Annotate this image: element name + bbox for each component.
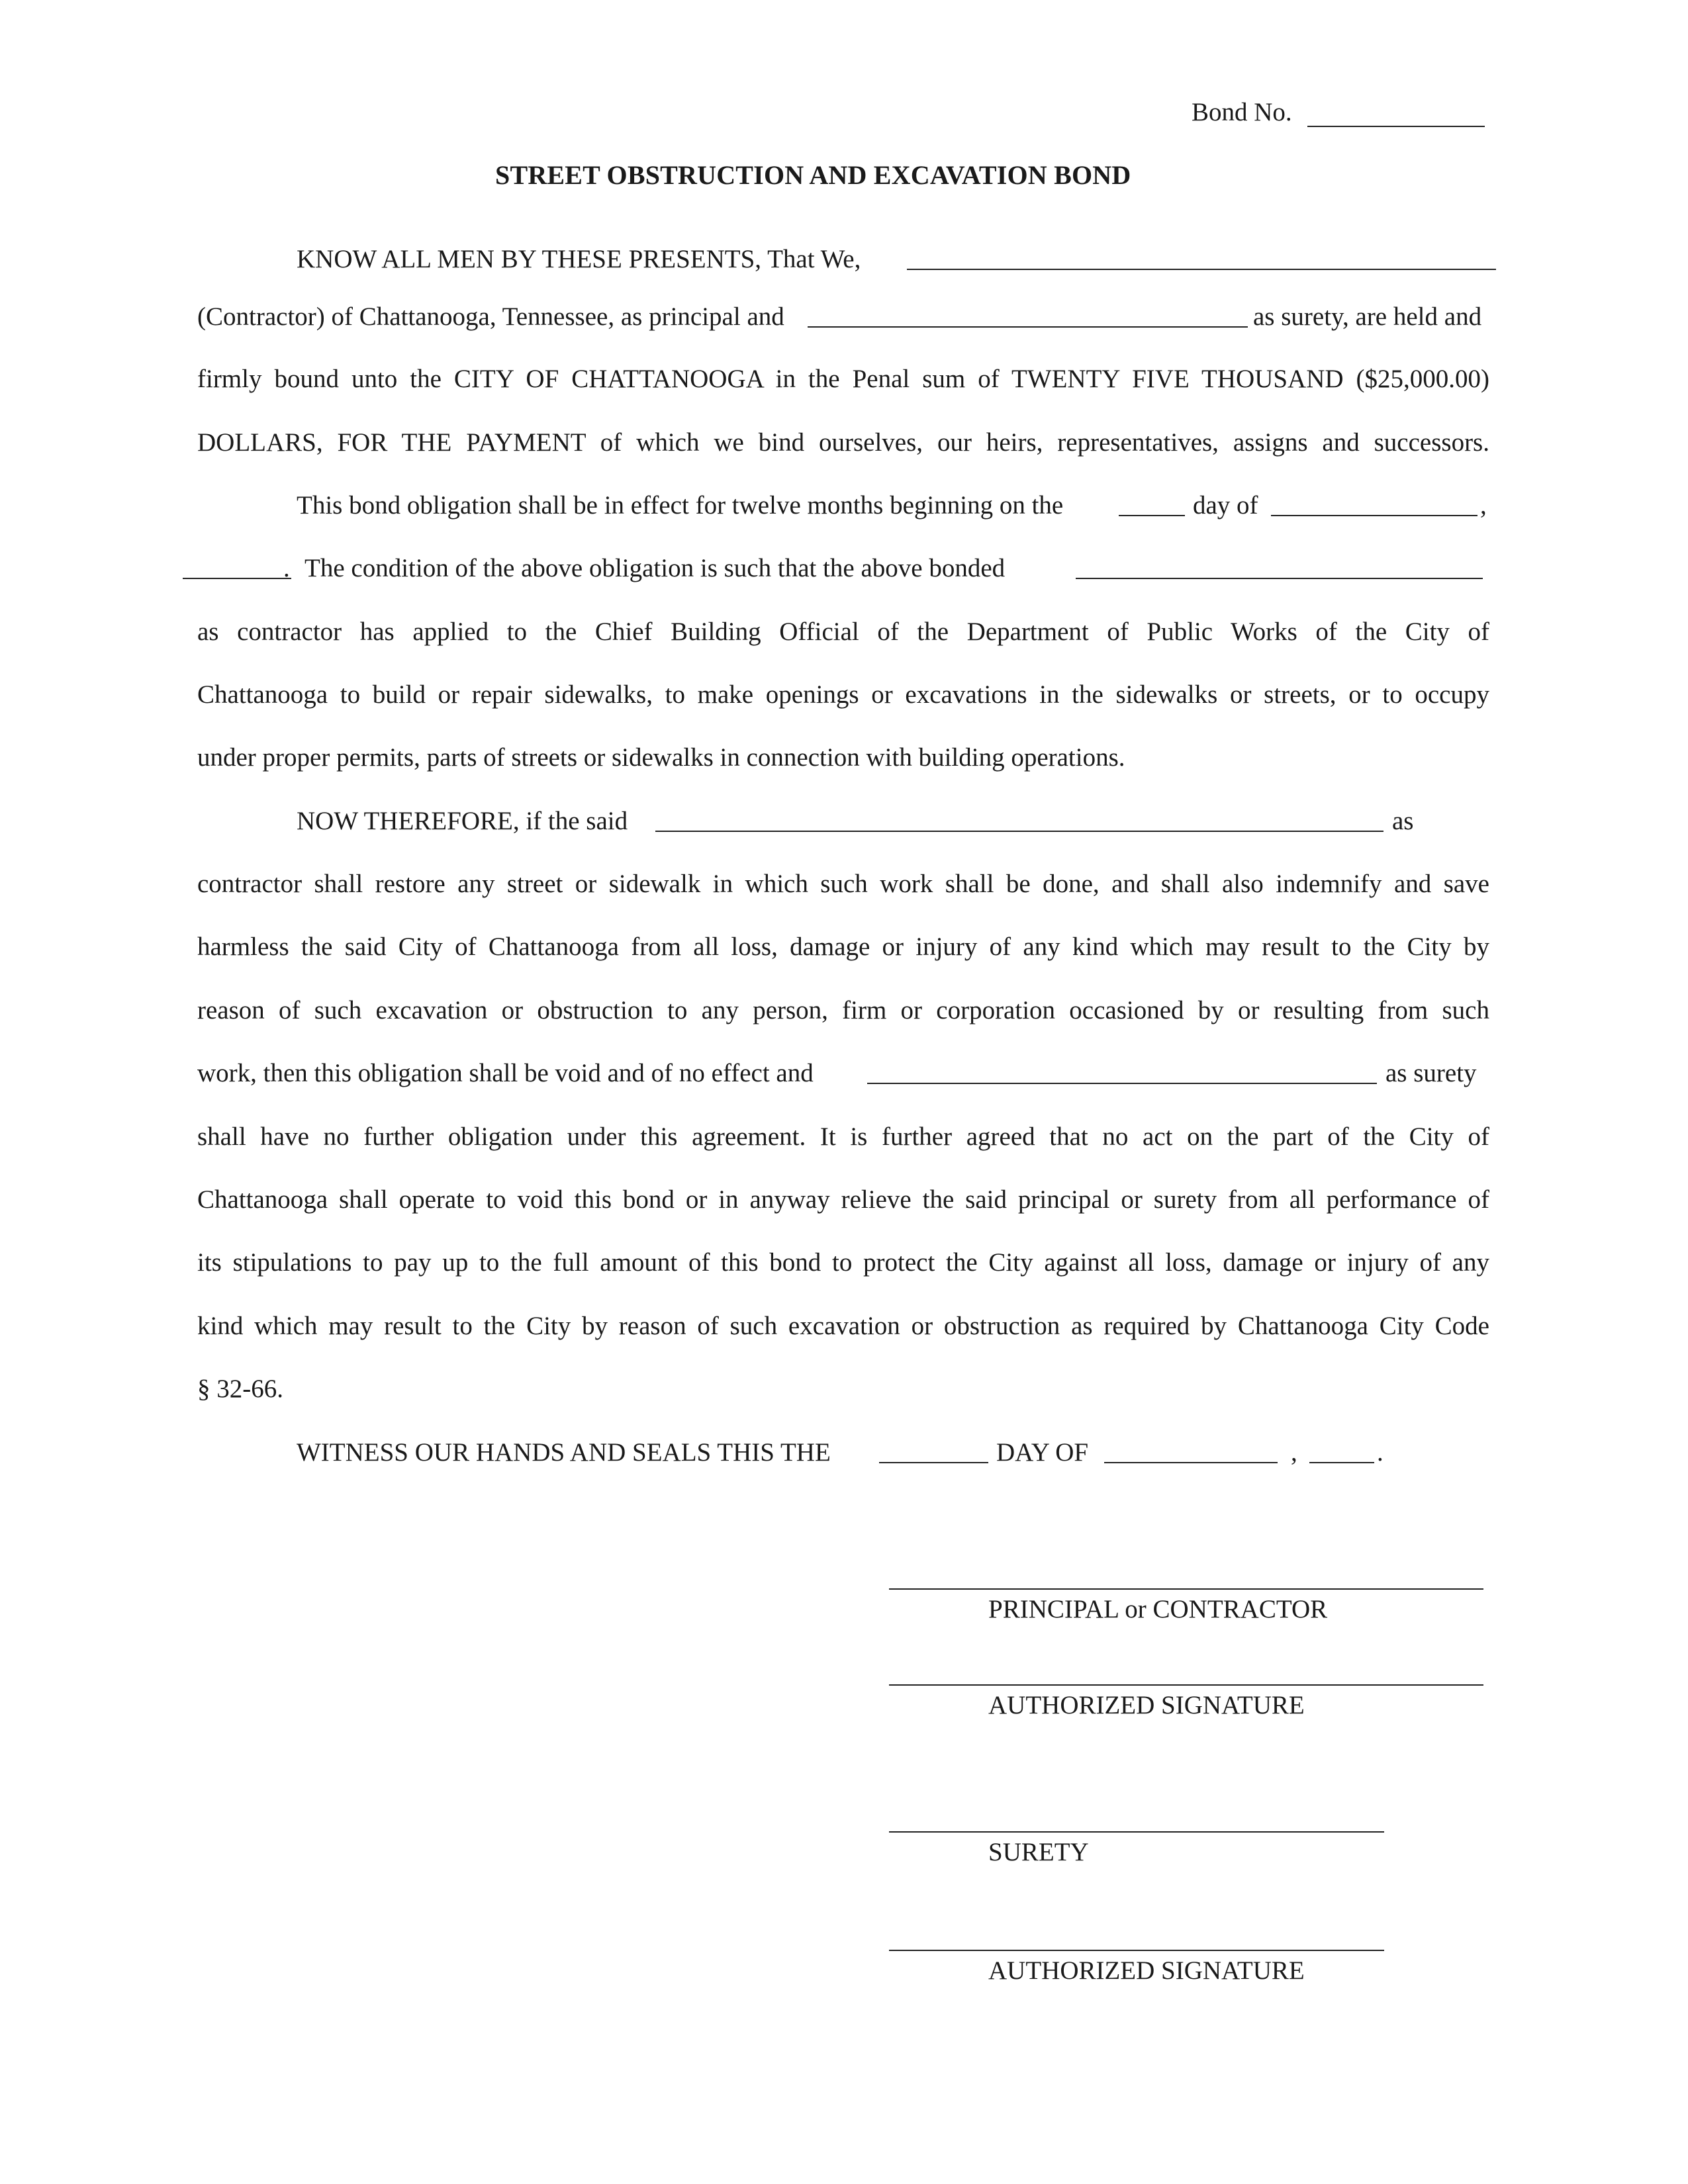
p2-line3: as contractor has applied to the Chief Building Official of the Department of Public Works of the City of [197,617,1489,646]
p1-line2b: as surety, are held and [1253,302,1482,331]
p1-line2a: (Contractor) of Chattanooga, Tennessee, as principal and [197,302,784,331]
p3-line5a: work, then this obligation shall be void and of no effect and [197,1059,814,1087]
start-month-field[interactable] [1271,515,1477,516]
p2-line4: Chattanooga to build or repair sidewalks, to make openings or excavations in the sidewalks or streets, or to occupy [197,680,1489,709]
p3-line5b: as surety [1385,1059,1477,1087]
p3-line4: reason of such excavation or obstruction to any person, firm or corporation occasioned by or resulting from such [197,996,1489,1024]
principal-label: PRINCIPAL or CONTRACTOR [988,1595,1328,1623]
start-day-field[interactable] [1119,515,1185,516]
p3-line7: Chattanooga shall operate to void this bond or in anyway relieve the said principal or surety from all performance of [197,1185,1489,1214]
bonded-contractor-field[interactable] [1076,578,1483,579]
p1-line1: KNOW ALL MEN BY THESE PRESENTS, That We, [297,245,861,273]
p2-line1a: This bond obligation shall be in effect for twelve months beginning on the [297,491,1064,520]
p3-line1b: as [1392,807,1414,835]
p2-line1b: day of [1193,491,1258,520]
p1-line3: firmly bound unto the CITY OF CHATTANOOGA in the Penal sum of TWENTY FIVE THOUSAND ($25,000.00) [197,365,1489,393]
authorized-signature-line-1[interactable] [889,1684,1483,1686]
bond-number-label: Bond No. [1192,98,1292,126]
p3-line3: harmless the said City of Chattanooga from all loss, damage or injury of any kind which may result to the City by [197,933,1489,961]
witness-period: . [1377,1438,1383,1467]
p3-line10: § 32-66. [197,1375,283,1403]
contractor-name-field[interactable] [907,269,1496,270]
p2-line2a: . [283,554,290,582]
witness-year-field[interactable] [1309,1462,1374,1463]
p3-line1a: NOW THEREFORE, if the said [297,807,628,835]
principal-signature-line[interactable] [889,1588,1483,1590]
p3-line2: contractor shall restore any street or sidewalk in which such work shall be done, and shall also indemnify and save [197,870,1489,898]
p2-line5: under proper permits, parts of streets or sidewalks in connection with building operations. [197,743,1125,772]
said-contractor-field[interactable] [655,831,1383,832]
start-year-field[interactable] [183,578,291,579]
authorized-signature-label-1: AUTHORIZED SIGNATURE [988,1691,1305,1719]
surety-signature-line[interactable] [889,1831,1384,1833]
surety-label: SURETY [988,1838,1089,1866]
bond-number-field[interactable] [1307,126,1485,127]
p1-line4: DOLLARS, FOR THE PAYMENT of which we bind ourselves, our heirs, representatives, assigns and successors. [197,428,1489,457]
p3-line9: kind which may result to the City by reason of such excavation or obstruction as required by Chattanooga City Code [197,1312,1489,1340]
witness-day-of: DAY OF [996,1438,1089,1467]
witness-text: WITNESS OUR HANDS AND SEALS THIS THE [297,1438,831,1467]
p2-line1c: , [1480,491,1487,520]
authorized-signature-label-2: AUTHORIZED SIGNATURE [988,1956,1305,1985]
witness-comma: , [1291,1438,1297,1467]
document-title: STREET OBSTRUCTION AND EXCAVATION BOND [495,160,1131,190]
witness-day-field[interactable] [879,1462,988,1463]
p3-line6: shall have no further obligation under this agreement. It is further agreed that no act on the part of the City of [197,1122,1489,1151]
p2-line2b: The condition of the above obligation is such that the above bonded [305,554,1006,582]
witness-month-field[interactable] [1104,1462,1278,1463]
p3-line8: its stipulations to pay up to the full amount of this bond to protect the City against all loss, damage or injury of any [197,1248,1489,1277]
authorized-signature-line-2[interactable] [889,1950,1384,1951]
surety-release-field[interactable] [867,1083,1377,1084]
surety-name-field[interactable] [808,326,1248,328]
